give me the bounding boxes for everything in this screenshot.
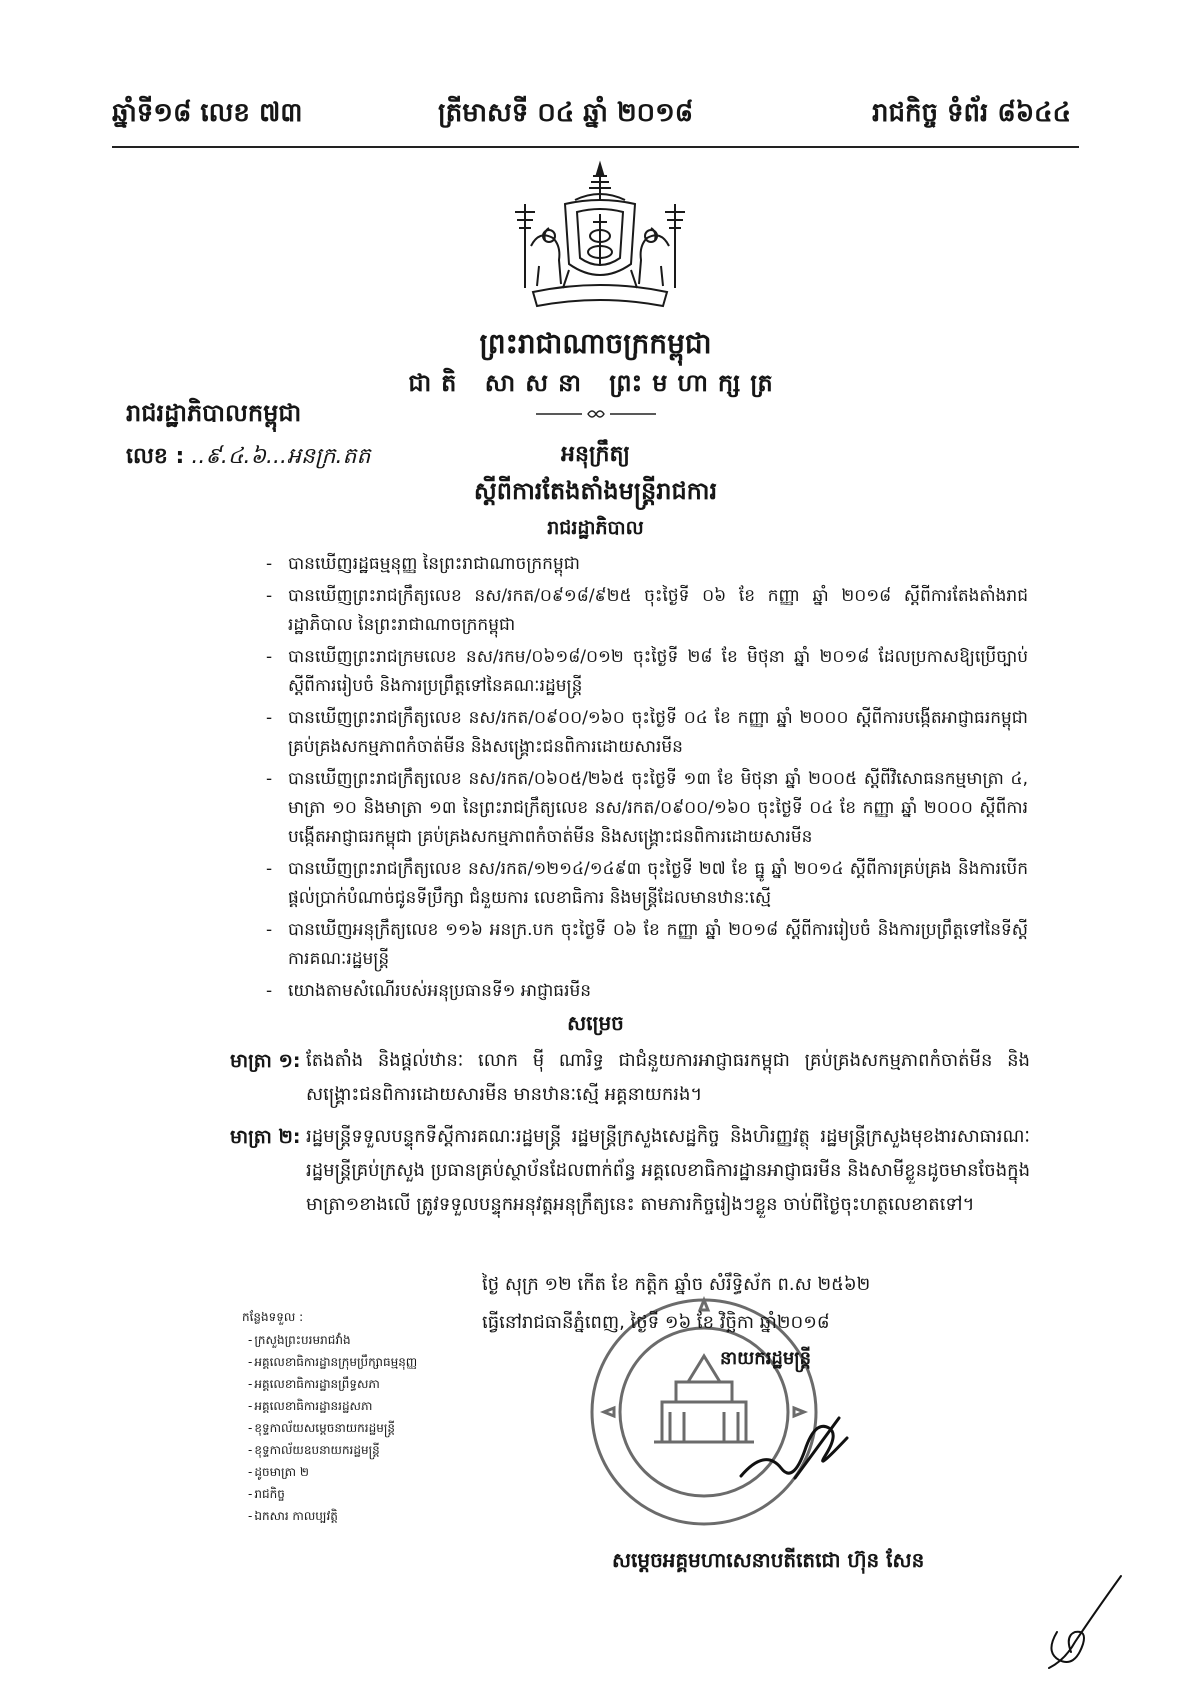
article-text: រដ្ឋមន្ត្រីទទួលបន្ទុកទីស្តីការគណៈរដ្ឋមន្ត្រី រដ្ឋមន្ត្រីក្រសួងសេដ្ឋកិច្ច និងហិរញ្ញវត្ថុ រដ្ឋមន្ត្រីក្រសួងមុខងារសាធារណៈ រដ្ឋមន្ត្រីគ្រប់ក្រសួង ប្រធានគ្រប់ស្ថាប័នដែលពាក់ព័ន្ធ អគ្គលេខាធិការដ្ឋានអាជ្ញាធរមីន និងសាមីខ្លួនដូចមានចែងក្នុងមាត្រា១ខាងលើ ត្រូវទទួលបន្ទុកអនុវត្តអនុក្រឹត្យនេះ តាមភារកិច្ចរៀងៗខ្លួន ចាប់ពីថ្ងៃចុះហត្ថលេខាតទៅ។ <box>306 1126 1030 1215</box>
recipients-list <box>242 1329 417 1527</box>
gazette-page-number: រាជកិច្ច ទំព័រ ៨៦៤៤ <box>871 98 1071 128</box>
gazette-quarter: ត្រីមាសទី ០៤ ឆ្នាំ ២០១៨ <box>438 98 694 128</box>
reference-number: ..៩.៤.៦...អនក្រ.តត <box>191 444 371 469</box>
royal-coat-of-arms-icon <box>505 160 695 320</box>
signatory-title: នាយករដ្ឋមន្ត្រី <box>720 1348 812 1369</box>
article-label: មាត្រា ១: <box>230 1050 301 1072</box>
article-1 <box>230 1044 1030 1112</box>
article-text: តែងតាំង និងផ្តល់ឋានៈ លោក ម៉ី ណារិទ្ធ ជាជំនួយការអាជ្ញាធរកម្ពុជា គ្រប់គ្រងសកម្មភាពកំចាត់មីន និងសង្គ្រោះជនពិការដោយសារមីន មានឋានៈស្មើ អគ្គនាយករង។ <box>306 1050 1030 1105</box>
list-item: - ខុទ្ទកាល័យសម្តេចនាយករដ្ឋមន្ត្រី <box>248 1417 417 1439</box>
decree-issuer: រាជរដ្ឋាភិបាល <box>547 517 644 539</box>
margin-initial-signature-icon <box>1035 1572 1127 1672</box>
list-item: - អគ្គលេខាធិការដ្ឋានរដ្ឋសភា <box>248 1395 417 1417</box>
recipients-title: កន្លែងទទួល : <box>242 1310 304 1324</box>
decision-heading: សម្រេច <box>567 1011 624 1035</box>
header-divider <box>112 146 1079 148</box>
legal-basis-list <box>288 550 1028 1009</box>
gazette-year-number: ឆ្នាំទី១៨ លេខ ៧៣ <box>112 98 303 128</box>
list-item: - ឯកសារ កាលប្បវត្តិ <box>248 1505 417 1527</box>
list-item: - បានឃើញរដ្ឋធម្មនុញ្ញ នៃព្រះរាជាណាចក្រកម្ពុជា <box>288 550 1028 579</box>
list-item: - យោងតាមសំណើរបស់អនុប្រធានទី១ អាជ្ញាធរមីន <box>288 977 1028 1006</box>
decree-subject: ស្តីពីការតែងតាំងមន្ត្រីរាជការ <box>473 477 718 505</box>
article-label: មាត្រា ២: <box>230 1126 301 1148</box>
national-motto: ជាតិ សាសនា ព្រះមហាក្សត្រ <box>408 369 783 397</box>
ornament-divider-icon <box>536 408 656 420</box>
list-item: - អគ្គលេខាធិការដ្ឋានព្រឹទ្ធសភា <box>248 1373 417 1395</box>
list-item: - បានឃើញអនុក្រឹត្យលេខ ១១៦ អនក្រ.បក ចុះថ្ងៃទី ០៦ ខែ កញ្ញា ឆ្នាំ ២០១៨ ស្តីពីការរៀបចំ និងការប្រព្រឹត្តទៅនៃទីស្តីការគណៈរដ្ឋមន្ត្រី <box>288 916 1028 974</box>
list-item: - បានឃើញព្រះរាជក្រឹត្យលេខ នស/រកត/០៦០៥/២៦៥ ចុះថ្ងៃទី ១៣ ខែ មិថុនា ឆ្នាំ ២០០៥ ស្តីពីវិសោធនកម្មមាត្រា ៤, មាត្រា ១០ និងមាត្រា ១៣ នៃព្រះរាជក្រឹត្យលេខ នស/រកត/០៩០០/១៦០ ចុះថ្ងៃទី ០៤ ខែ កញ្ញា ឆ្នាំ ២០០០ ស្តីពីការបង្កើតអាជ្ញាធរកម្ពុជា គ្រប់គ្រងសកម្មភាពកំចាត់មីន និងសង្គ្រោះជនពិការដោយសារមីន <box>288 765 1028 852</box>
recipients-block <box>242 1306 417 1527</box>
signatory-name: សម្តេចអគ្គមហាសេនាបតីតេជោ ហ៊ុន សែន <box>612 1548 925 1572</box>
list-item: - រាជកិច្ច <box>248 1483 417 1505</box>
list-item: - ដូចមាត្រា ២ <box>248 1461 417 1483</box>
lunar-date: ថ្ងៃ សុក្រ ១២ កើត ខែ​ កត្តិក ឆ្នាំច សំរឹទ្ធិស័ក ព.ស ២៥៦២ <box>482 1274 871 1295</box>
handwritten-signature-icon <box>735 1398 855 1488</box>
kingdom-name: ព្រះរាជាណាចក្រកម្ពុជា <box>479 327 712 360</box>
list-item: - ក្រសួងព្រះបរមរាជវាំង <box>248 1329 417 1351</box>
list-item: - ខុទ្ទកាល័យឧបនាយករដ្ឋមន្ត្រី <box>248 1439 417 1461</box>
reference-label: លេខ : <box>126 444 185 469</box>
list-item: - បានឃើញព្រះរាជក្រឹត្យលេខ នស/រកត/០៩០០/១៦០ ចុះថ្ងៃទី ០៤ ខែ កញ្ញា ឆ្នាំ ២០០០ ស្តីពីការបង្កើតអាជ្ញាធរកម្ពុជា គ្រប់គ្រងសកម្មភាពកំចាត់មីន និងសង្គ្រោះជនពិការដោយសារមីន <box>288 704 1028 762</box>
list-item: - បានឃើញព្រះរាជក្រឹត្យលេខ នស/រកត/១២១៤/១៤៩៣ ចុះថ្ងៃទី ២៧ ខែ ធ្នូ ឆ្នាំ ២០១៤ ស្តីពីការគ្រប់គ្រង និងការបើកផ្តល់ប្រាក់បំណាច់ជូនទីប្រឹក្សា ជំនួយការ លេខាធិការ និងមន្ត្រីដែលមានឋានៈស្មើ <box>288 855 1028 913</box>
decree-type: អនុក្រឹត្យ <box>561 442 630 467</box>
list-item: - បានឃើញព្រះរាជក្រឹត្យលេខ នស/រកត/០៩១៨/៩២៥ ចុះថ្ងៃទី ០៦ ខែ កញ្ញា ឆ្នាំ ២០១៨ ស្តីពីការតែងតាំងរាជរដ្ឋាភិបាល នៃព្រះរាជាណាចក្រកម្ពុជា <box>288 582 1028 640</box>
place-and-date: ធ្វើនៅរាជធានីភ្នំពេញ, ថ្ងៃទី ១៦ ខែ វិច្ឆិកា ឆ្នាំ២០១៨ <box>482 1312 830 1333</box>
article-2 <box>230 1120 1030 1222</box>
list-item: - បានឃើញព្រះរាជក្រមលេខ នស/រកម/០៦១៨/០១២ ចុះថ្ងៃទី ២៨ ខែ មិថុនា ឆ្នាំ ២០១៨ ដែលប្រកាសឱ្យប្រើច្បាប់ ស្តីពីការរៀបចំ និងការប្រព្រឹត្តទៅនៃគណៈរដ្ឋមន្ត្រី <box>288 643 1028 701</box>
issuing-authority: រាជរដ្ឋាភិបាលកម្ពុជា <box>126 399 302 427</box>
list-item: - អគ្គលេខាធិការដ្ឋានក្រុមប្រឹក្សាធម្មនុញ្ញ <box>248 1351 417 1373</box>
